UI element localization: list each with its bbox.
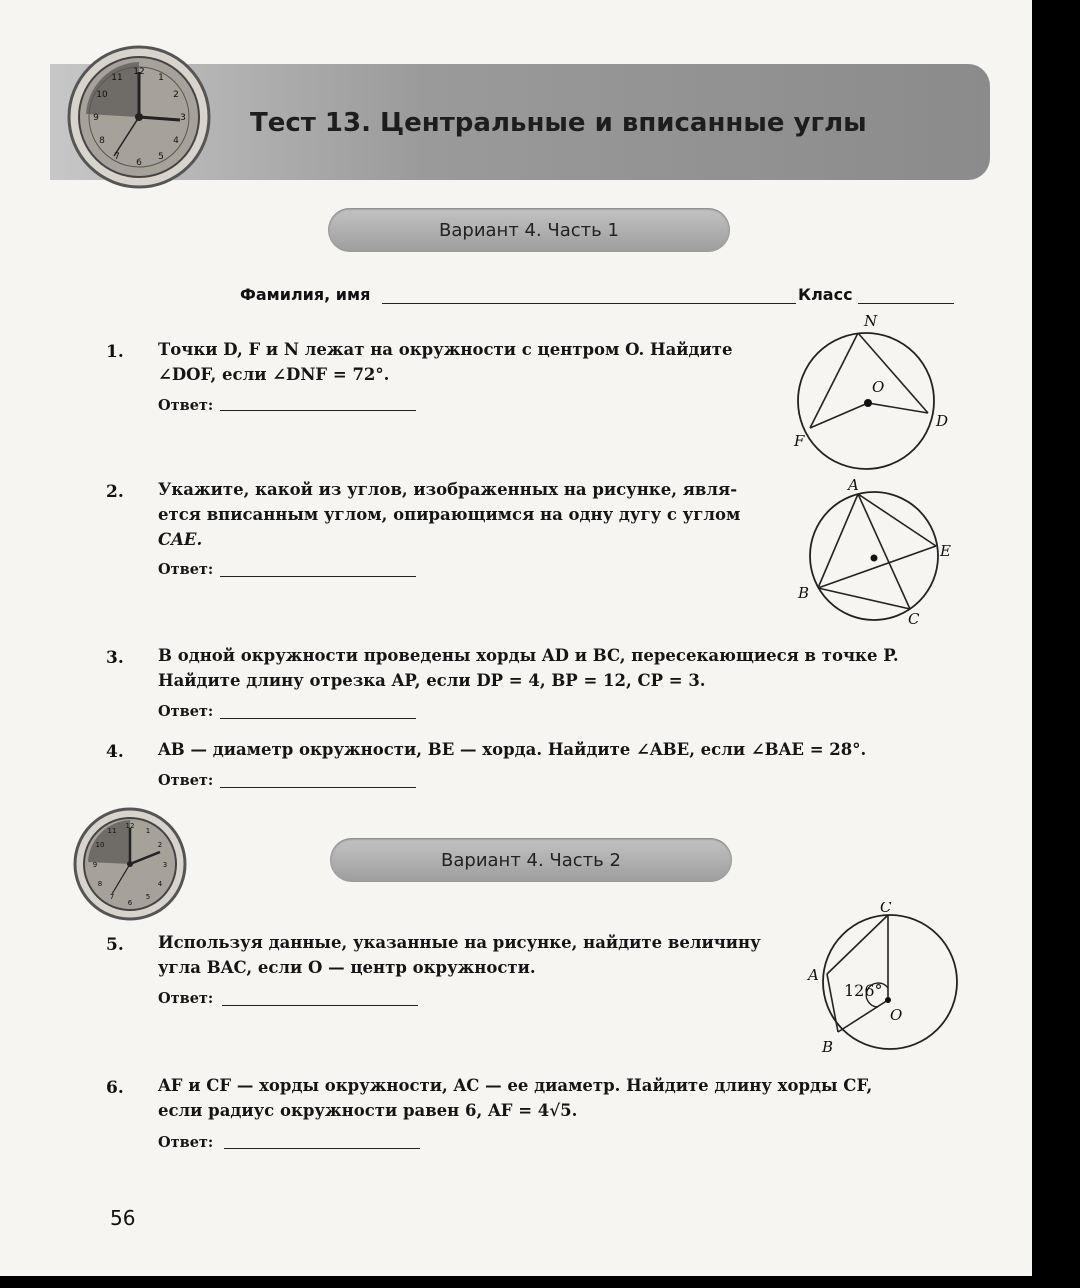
figure-2-chord-BC bbox=[818, 588, 910, 609]
question-line: угла BAC, если O — центр окружности. bbox=[158, 958, 536, 977]
question-line: Точки D, F и N лежат на окружности с центром O. Найдите bbox=[158, 340, 733, 359]
clock-number: 11 bbox=[107, 827, 117, 835]
clock-number: 5 bbox=[158, 152, 164, 162]
clock-number: 7 bbox=[114, 152, 120, 162]
figure-5-label: O bbox=[890, 1006, 903, 1024]
figure-1-label: D bbox=[936, 412, 949, 430]
question-number: 2. bbox=[106, 482, 124, 502]
clock-number: 2 bbox=[157, 841, 163, 849]
figure-1-center bbox=[864, 399, 872, 407]
clock-icon bbox=[66, 44, 212, 190]
question-number: 5. bbox=[106, 935, 124, 955]
figure-2 bbox=[790, 478, 960, 628]
question-line: В одной окружности проведены хорды AD и BC, пересекающиеся в точке P. bbox=[158, 646, 899, 665]
clock-number: 5 bbox=[145, 893, 151, 901]
question-text bbox=[158, 477, 788, 552]
figure-2-center bbox=[871, 555, 878, 562]
question-text bbox=[158, 337, 778, 387]
figure-1-radius-OD bbox=[868, 403, 928, 413]
answer-field[interactable] bbox=[224, 1148, 420, 1149]
variant-part2-badge: Вариант 4. Часть 2 bbox=[330, 838, 732, 882]
figure-2-label: A bbox=[848, 478, 859, 494]
name-field[interactable] bbox=[382, 303, 796, 304]
clock-number: 11 bbox=[111, 73, 123, 83]
question-text bbox=[158, 643, 978, 693]
figure-1-label: F bbox=[794, 432, 805, 450]
question-line: CAE. bbox=[158, 530, 203, 549]
page-number: 56 bbox=[110, 1206, 136, 1230]
answer-field[interactable] bbox=[220, 787, 416, 788]
figure-1-label: O bbox=[872, 378, 885, 396]
figure-5-chord-AB bbox=[827, 974, 838, 1032]
figure-5-label: C bbox=[880, 902, 892, 916]
figure-5-center bbox=[885, 997, 891, 1003]
question-line: AB — диаметр окружности, BE — хорда. Найдите ∠ABE, если ∠BAE = 28°. bbox=[158, 740, 867, 759]
question-line: AF и CF — хорды окружности, AC — ее диаметр. Найдите длину хорды CF, bbox=[158, 1076, 873, 1095]
question-line: если радиус окружности равен 6, AF = 4√5. bbox=[158, 1101, 578, 1120]
figure-5-angle-value: 126° bbox=[844, 981, 883, 1000]
clock-number: 6 bbox=[127, 899, 133, 907]
answer-label: Ответ: bbox=[158, 703, 214, 720]
question-line: Укажите, какой из углов, изображенных на рисунке, явля- bbox=[158, 480, 738, 499]
figure-5 bbox=[800, 902, 970, 1062]
question-text bbox=[158, 737, 978, 762]
clock-number: 6 bbox=[136, 158, 142, 168]
clock-number: 8 bbox=[99, 136, 105, 146]
figure-1-chord-NF bbox=[810, 333, 858, 428]
clock-icon bbox=[72, 806, 188, 922]
clock-number: 7 bbox=[109, 893, 115, 901]
answer-label: Ответ: bbox=[158, 561, 214, 578]
page-title: Тест 13. Центральные и вписанные углы bbox=[250, 108, 867, 138]
answer-label: Ответ: bbox=[158, 1134, 214, 1151]
question-text bbox=[158, 1073, 978, 1123]
answer-label: Ответ: bbox=[158, 772, 214, 789]
question-number: 4. bbox=[106, 742, 124, 762]
figure-1-label: N bbox=[864, 312, 878, 330]
clock-number: 1 bbox=[158, 73, 164, 83]
figure-2-chord-AB bbox=[818, 494, 858, 588]
figure-1-radius-OF bbox=[810, 403, 868, 428]
question-line: ется вписанным углом, опирающимся на одну дугу с углом bbox=[158, 505, 741, 524]
clock-number: 2 bbox=[173, 90, 179, 100]
figure-2-label: E bbox=[940, 542, 951, 560]
clock-number: 4 bbox=[173, 136, 179, 146]
figure-2-chord-BE bbox=[818, 546, 936, 588]
answer-label: Ответ: bbox=[158, 397, 214, 414]
variant-part1-badge: Вариант 4. Часть 1 bbox=[328, 208, 730, 252]
question-number: 3. bbox=[106, 648, 124, 668]
figure-5-label: B bbox=[822, 1038, 834, 1056]
name-label: Фамилия, имя bbox=[240, 285, 371, 304]
clock-number: 3 bbox=[180, 113, 186, 123]
question-line: Используя данные, указанные на рисунке, найдите величину bbox=[158, 933, 761, 952]
answer-field[interactable] bbox=[220, 718, 416, 719]
answer-field[interactable] bbox=[220, 410, 416, 411]
answer-label: Ответ: bbox=[158, 990, 214, 1007]
clock-number: 12 bbox=[125, 822, 135, 830]
clock-number: 9 bbox=[93, 113, 99, 123]
clock-number: 12 bbox=[133, 67, 145, 77]
clock-number: 4 bbox=[157, 880, 163, 888]
clock-number: 10 bbox=[96, 90, 108, 100]
answer-field[interactable] bbox=[222, 1005, 418, 1006]
figure-5-label: A bbox=[808, 966, 819, 984]
class-label: Класс bbox=[798, 285, 853, 304]
question-number: 6. bbox=[106, 1078, 124, 1098]
clock-number: 10 bbox=[95, 841, 105, 849]
question-number: 1. bbox=[106, 342, 124, 362]
clock-number: 9 bbox=[92, 861, 98, 869]
figure-1 bbox=[780, 310, 960, 480]
clock-number: 1 bbox=[145, 827, 151, 835]
figure-5-radius-OB bbox=[838, 1000, 888, 1032]
answer-field[interactable] bbox=[220, 576, 416, 577]
clock-number: 8 bbox=[97, 880, 103, 888]
question-line: Найдите длину отрезка AP, если DP = 4, BP = 12, CP = 3. bbox=[158, 671, 706, 690]
clock-number: 3 bbox=[162, 861, 168, 869]
figure-2-label: B bbox=[798, 584, 810, 602]
question-text bbox=[158, 930, 798, 980]
class-field[interactable] bbox=[858, 303, 954, 304]
figure-2-label: C bbox=[908, 610, 920, 628]
question-line: ∠DOF, если ∠DNF = 72°. bbox=[158, 365, 390, 384]
